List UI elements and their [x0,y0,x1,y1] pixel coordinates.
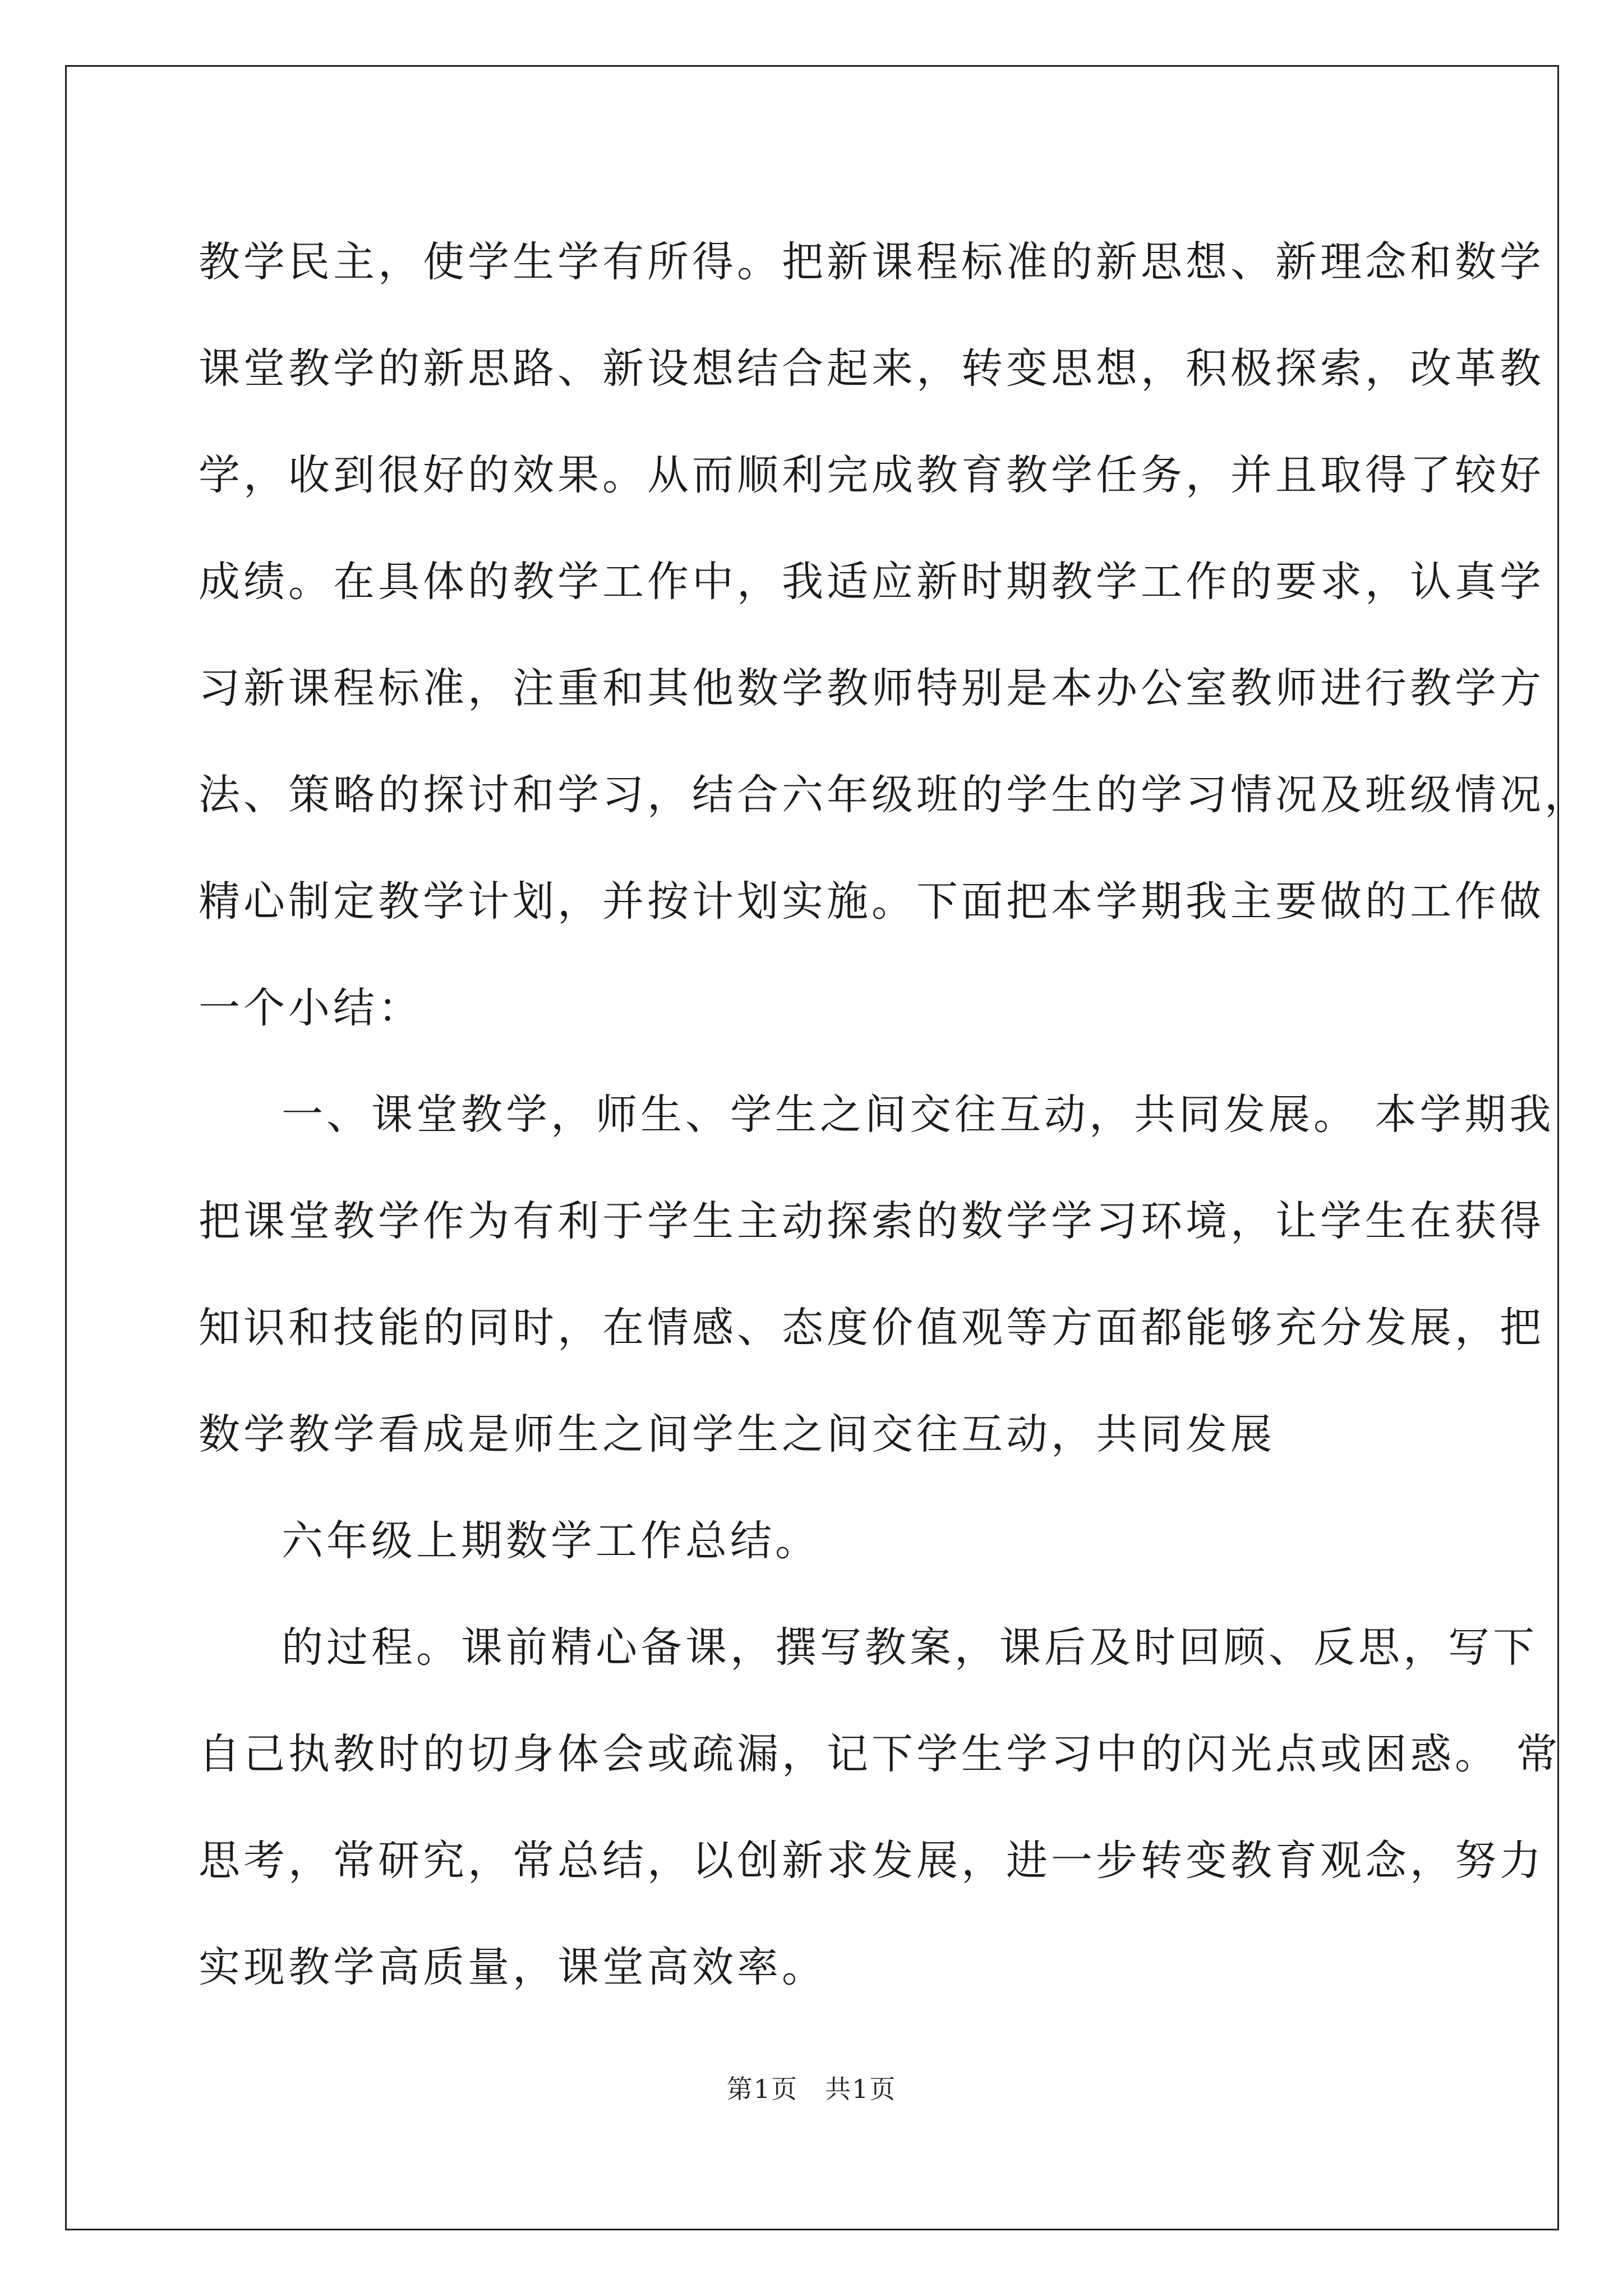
paragraph-line: 的过程。课前精心备课，撰写教案，课后及时回顾、反思，写下 [282,1623,1538,1672]
section-heading-line: 一、课堂教学，师生、学生之间交往互动，共同发展。 本学期我 [282,1091,1555,1139]
paragraph-line: 实现教学高质量，课堂高效率。 [199,1943,827,1991]
paragraph-line: 习新课程标准，注重和其他数学教师特别是本办公室教师进行教学方 [199,664,1544,712]
paragraph-line: 知识和技能的同时，在情感、态度价值观等方面都能够充分发展，把 [199,1304,1544,1352]
paragraph-line: 成绩。在具体的教学工作中，我适应新时期教学工作的要求，认真学 [199,558,1544,606]
paragraph-line: 法、策略的探讨和学习，结合六年级班的学生的学习情况及班级情况， [199,771,1589,819]
paragraph-line: 思考，常研究，常总结，以创新求发展，进一步转变教育观念，努力 [199,1837,1544,1885]
page-number-footer: 第1页 共1页 [726,2074,897,2104]
paragraph-line: 把课堂教学作为有利于学生主动探索的数学学习环境，让学生在获得 [199,1197,1544,1245]
document-body [199,209,1589,2021]
paragraph-line: 课堂教学的新思路、新设想结合起来，转变思想，积极探索，改革教 [199,344,1544,393]
paragraph-line: 精心制定教学计划，并按计划实施。下面把本学期我主要做的工作做 [199,877,1544,926]
paragraph-line: 自己执教时的切身体会或疏漏，记下学生学习中的闪光点或困惑。 常 [199,1730,1561,1778]
paragraph-line: 教学民主，使学生学有所得。把新课程标准的新思想、新理念和数学 [199,238,1544,286]
document-title-line: 六年级上期数学工作总结。 [282,1517,820,1565]
paragraph-line: 数学教学看成是师生之间学生之间交往互动，共同发展 [199,1410,1275,1458]
paragraph-line: 一个小结： [199,984,423,1032]
paragraph-line: 学，收到很好的效果。从而顺利完成教育教学任务，并且取得了较好 [199,451,1544,499]
